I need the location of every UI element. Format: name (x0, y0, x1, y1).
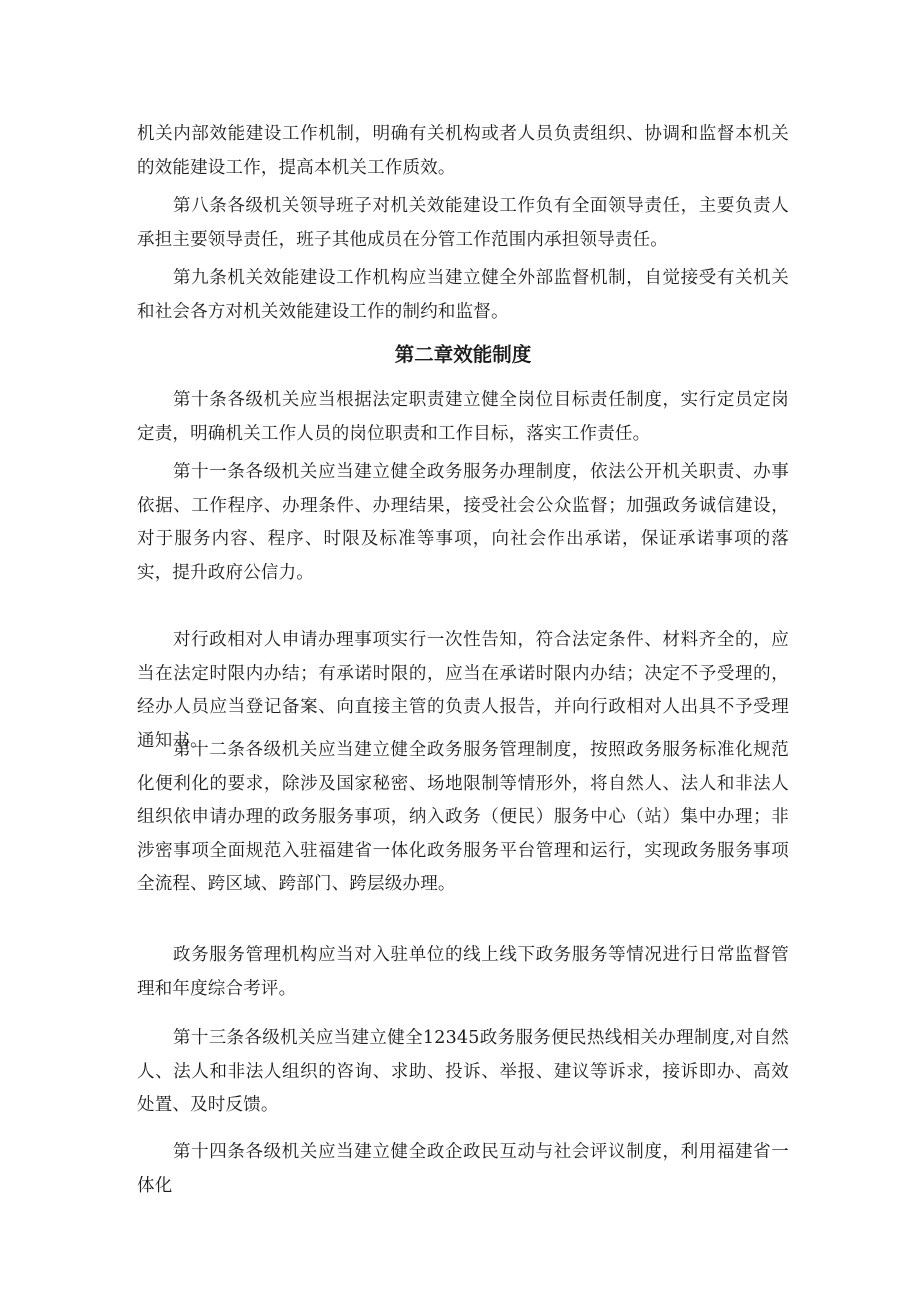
article-12: 第十二条各级机关应当建立健全政务服务管理制度，按照政务服务标准化规范化便利化的要求，除涉及国家秘密、场地限制等情形外，将自然人、法人和非法人组织依申请办理的政务服务事项，纳入政务（便民）服务中心（站）集中办理；非涉密事项全面规范入驻福建省一体化政务服务平台管理和运行，实现政务服务事项全流程、跨区域、跨部门、跨层级办理。 (137, 740, 789, 894)
paragraph-notification: 对行政相对人申请办理事项实行一次性告知，符合法定条件、材料齐全的，应当在法定时限内办结；有承诺时限的，应当在承诺时限内办结；决定不予受理的，经办人员应当登记备案、向直接主管的负责人报告，并向行政相对人出具不予受理通知书。 (137, 630, 789, 751)
chapter-title: 第二章效能制度 (394, 343, 532, 366)
article-9: 第九条机关效能建设工作机构应当建立健全外部监督机制，自觉接受有关机关和社会各方对机关效能建设工作的制约和监督。 (137, 268, 789, 322)
article-14: 第十四条各级机关应当建立健全政企政民互动与社会评议制度，利用福建省一体化 (137, 1142, 789, 1196)
article-11: 第十一条各级机关应当建立健全政务服务办理制度，依法公开机关职责、办事依据、工作程序、办理条件、办理结果，接受社会公众监督；加强政务诚信建设，对于服务内容、程序、时限及标准等事项，向社会作出承诺，保证承诺事项的落实，提升政府公信力。 (137, 462, 789, 583)
article-13: 第十三条各级机关应当建立健全12345政务服务便民热线相关办理制度,对自然人、法人和非法人组织的咨询、求助、投诉、举报、建议等诉求，接诉即办、高效处置、及时反馈。 (137, 1028, 789, 1115)
paragraph-continuation: 机关内部效能建设工作机制，明确有关机构或者人员负责组织、协调和监督本机关的效能建设工作，提高本机关工作质效。 (137, 124, 789, 178)
paragraph-evaluation: 政务服务管理机构应当对入驻单位的线上线下政务服务等情况进行日常监督管理和年度综合考评。 (137, 945, 789, 999)
article-10: 第十条各级机关应当根据法定职责建立健全岗位目标责任制度，实行定员定岗定责，明确机关工作人员的岗位职责和工作目标，落实工作责任。 (137, 390, 789, 444)
article-8: 第八条各级机关领导班子对机关效能建设工作负有全面领导责任，主要负责人承担主要领导责任，班子其他成员在分管工作范围内承担领导责任。 (137, 196, 789, 250)
